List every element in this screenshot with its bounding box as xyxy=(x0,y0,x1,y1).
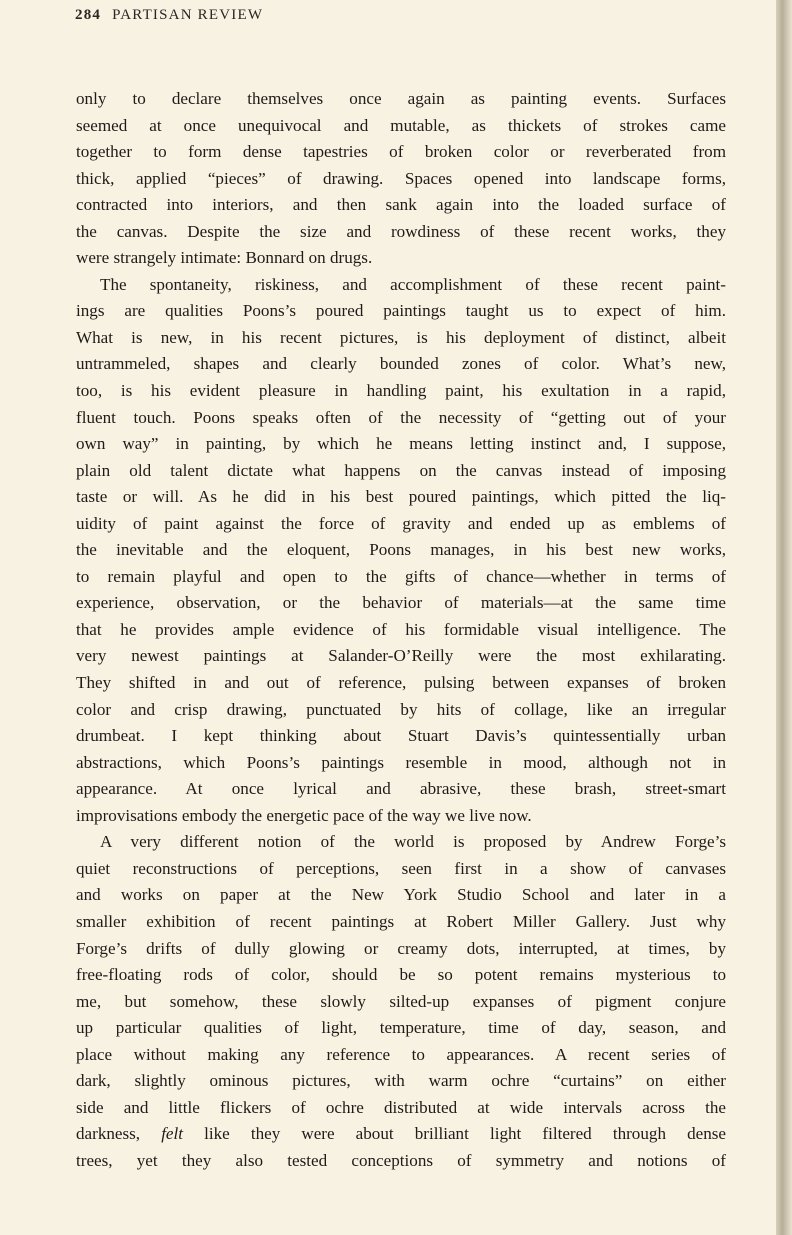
text-line: contracted into interiors, and then sank again into the loaded surface of xyxy=(76,195,726,215)
text-line: and works on paper at the New York Studio School and later in a xyxy=(76,885,726,905)
journal-title: PARTISAN REVIEW xyxy=(112,7,264,23)
text-line: the canvas. Despite the size and rowdiness of these recent works, they xyxy=(76,221,726,241)
body-text xyxy=(76,86,726,1174)
text-line: were strangely intimate: Bonnard on drugs. xyxy=(76,248,373,268)
text-line: thick, applied “pieces” of drawing. Spaces opened into landscape forms, xyxy=(76,168,726,188)
text-line: color and crisp drawing, punctuated by hits of collage, like an irregular xyxy=(76,699,726,719)
text-line: that he provides ample evidence of his formidable visual intelligence. The xyxy=(76,619,726,639)
text-line: ings are qualities Poons’s poured paintings taught us to expect of him. xyxy=(76,301,726,321)
text-line: uidity of paint against the force of gravity and ended up as emblems of xyxy=(76,513,726,533)
text-line: The spontaneity, riskiness, and accomplishment of these recent paint- xyxy=(100,274,726,294)
text-line: side and little flickers of ochre distributed at wide intervals across the xyxy=(76,1097,726,1117)
text-line: smaller exhibition of recent paintings at Robert Miller Gallery. Just why xyxy=(76,911,726,931)
text-line: improvisations embody the energetic pace of the way we live now. xyxy=(76,805,532,825)
text-line: very newest paintings at Salander-O’Reilly were the most exhilarating. xyxy=(76,646,726,666)
text-line: place without making any reference to appearances. A recent series of xyxy=(76,1044,726,1064)
text-line: untrammeled, shapes and clearly bounded zones of color. What’s new, xyxy=(76,354,726,374)
text-line: to remain playful and open to the gifts of chance—whether in terms of xyxy=(76,566,726,586)
running-head xyxy=(75,7,263,24)
text-line: darkness, felt like they were about brilliant light filtered through dense xyxy=(76,1124,727,1144)
text-line: too, is his evident pleasure in handling paint, his exultation in a rapid, xyxy=(76,381,726,401)
italic-word: felt xyxy=(161,1124,184,1144)
text-line: the inevitable and the eloquent, Poons manages, in his best new works, xyxy=(76,540,726,560)
text-line: abstractions, which Poons’s paintings resemble in mood, although not in xyxy=(76,752,726,772)
text-line: appearance. At once lyrical and abrasive, these brash, street-smart xyxy=(76,779,726,799)
text-line: dark, slightly ominous pictures, with warm ochre “curtains” on either xyxy=(76,1071,726,1091)
text-line: experience, observation, or the behavior of materials—at the same time xyxy=(76,593,726,613)
text-line: A very different notion of the world is proposed by Andrew Forge’s xyxy=(100,832,726,852)
text-line: Forge’s drifts of dully glowing or creamy dots, interrupted, at times, by xyxy=(76,938,726,958)
text-line: fluent touch. Poons speaks often of the necessity of “getting out of your xyxy=(76,407,726,427)
text-line: taste or will. As he did in his best poured paintings, which pitted the liq- xyxy=(76,487,726,507)
text-line: free-floating rods of color, should be so potent remains mysterious to xyxy=(76,965,726,985)
text-line: seemed at once unequivocal and mutable, as thickets of strokes came xyxy=(76,115,726,135)
text-line: me, but somehow, these slowly silted-up expanses of pigment conjure xyxy=(76,991,726,1011)
text-line: only to declare themselves once again as painting events. Surfaces xyxy=(76,89,726,108)
text-line: They shifted in and out of reference, pulsing between expanses of broken xyxy=(76,673,726,693)
text-line: own way” in painting, by which he means letting instinct and, I suppose, xyxy=(76,434,726,454)
text-line: up particular qualities of light, temperature, time of day, season, and xyxy=(76,1018,726,1038)
text-line: What is new, in his recent pictures, is his deployment of distinct, albeit xyxy=(76,327,726,347)
text-line: quiet reconstructions of perceptions, seen first in a show of canvases xyxy=(76,858,726,878)
text-line: together to form dense tapestries of broken color or reverberated from xyxy=(76,142,726,162)
page-edge-shadow xyxy=(776,0,792,1235)
text-line: trees, yet they also tested conceptions of symmetry and notions of xyxy=(76,1150,726,1170)
text-line: drumbeat. I kept thinking about Stuart Davis’s quintessentially urban xyxy=(76,726,726,746)
text-line: plain old talent dictate what happens on the canvas instead of imposing xyxy=(76,460,726,480)
page-number: 284 xyxy=(75,7,102,23)
